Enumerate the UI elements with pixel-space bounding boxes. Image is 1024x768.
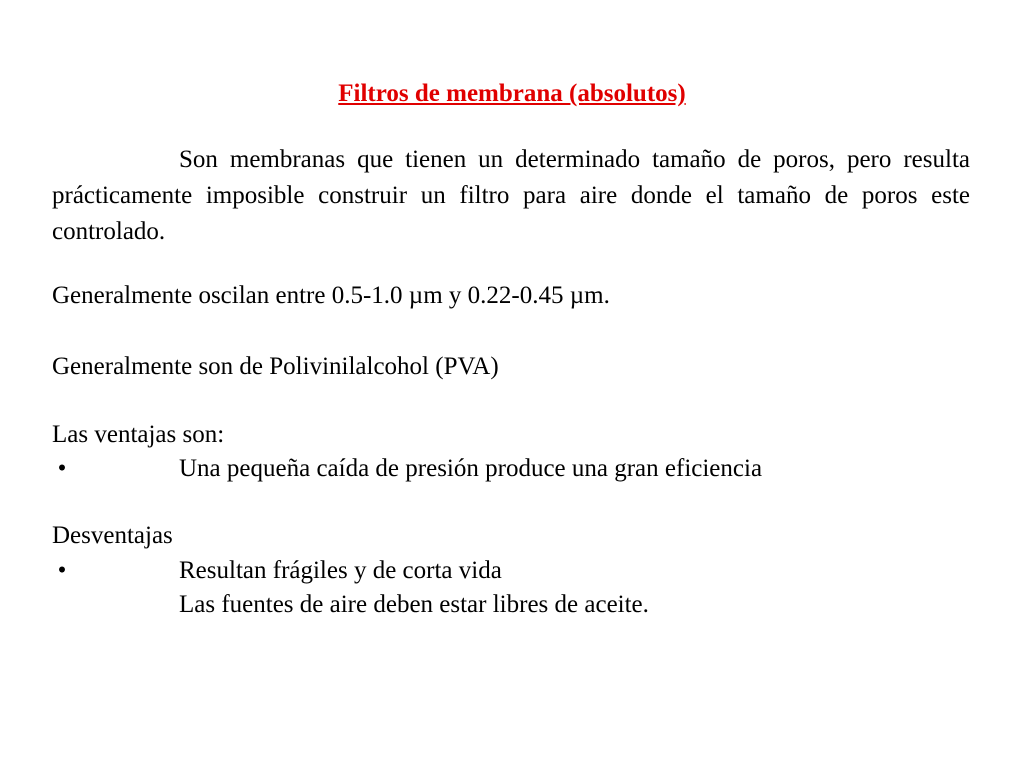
pore-size-range-text: Generalmente oscilan entre 0.5-1.0 µm y 0.22-0.45 µm. [52,282,610,309]
advantages-heading: Las ventajas son: [52,421,225,448]
material-text: Generalmente son de Polivinilalcohol (PVA) [52,353,499,380]
intro-paragraph: Son membranas que tienen un determinado tamaño de poros, pero resulta prácticamente imposible construir un filtro para aire donde el tamaño de poros este controlado. [52,146,970,245]
disadvantage-item-text: Resultan frágiles y de corta vida [179,557,502,584]
bullet-icon: • [57,455,67,482]
slide-title: Filtros de membrana (absolutos) [338,80,686,107]
bullet-icon: • [57,557,67,584]
advantage-item-text: Una pequeña caída de presión produce una gran eficiencia [179,455,763,482]
disadvantage-extra-text: Las fuentes de aire deben estar libres de aceite. [179,591,649,618]
disadvantages-heading: Desventajas [52,522,173,549]
